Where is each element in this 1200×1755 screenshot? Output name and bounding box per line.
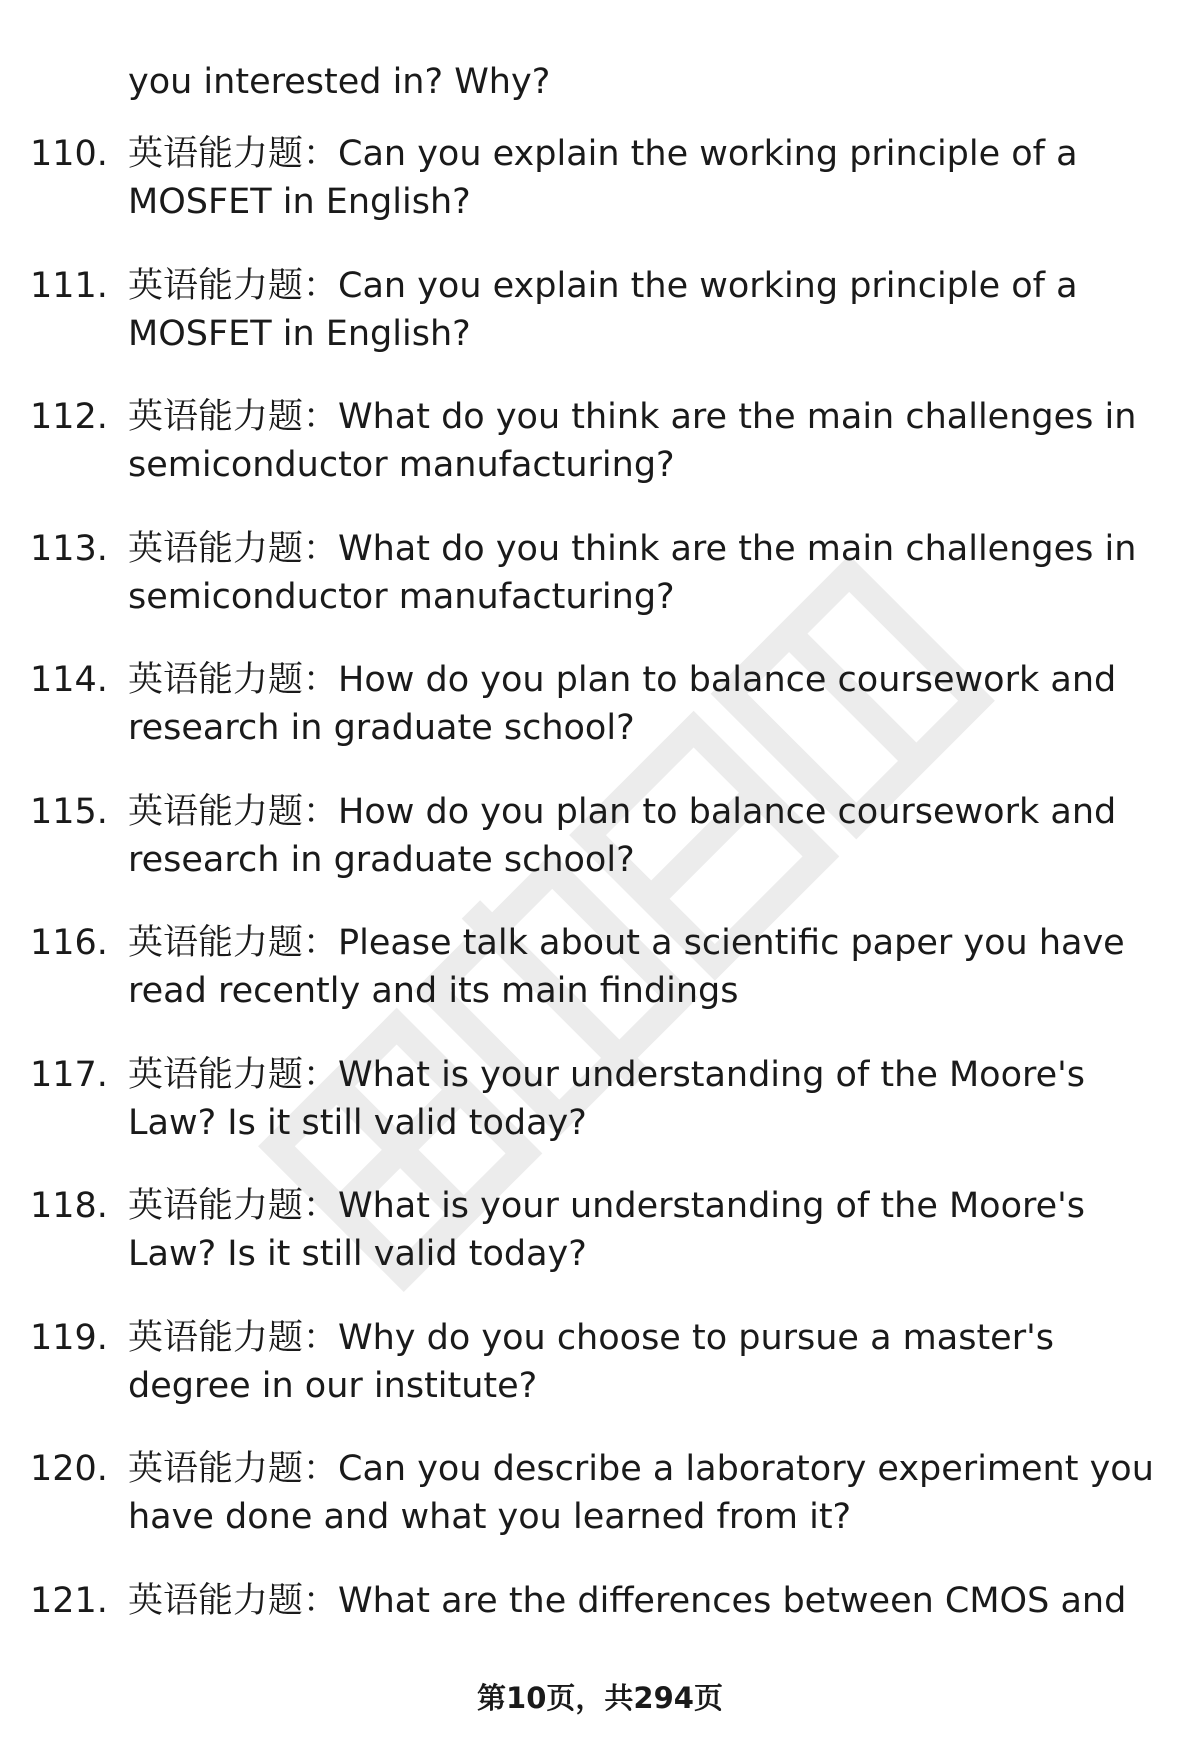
question-number: 121. (30, 1581, 108, 1621)
question-number: 113. (30, 529, 108, 569)
question-number: 110. (30, 134, 108, 174)
question-line: 英语能力题：What is your understanding of the Moore's (128, 1186, 1086, 1226)
question-number: 114. (30, 660, 108, 700)
question-line: 英语能力题：What are the differences between CMOS and (128, 1581, 1127, 1621)
question-line: research in graduate school? (128, 708, 635, 748)
continued-question-text: you interested in? Why? (128, 62, 551, 102)
question-number: 111. (30, 266, 108, 306)
question-number: 116. (30, 923, 108, 963)
question-line: have done and what you learned from it? (128, 1497, 852, 1537)
question-number: 120. (30, 1449, 108, 1489)
question-line: research in graduate school? (128, 840, 635, 880)
question-text (128, 393, 1168, 489)
question-line: 英语能力题：What is your understanding of the Moore's (128, 1055, 1086, 1095)
question-line: 英语能力题：How do you plan to balance coursework and (128, 792, 1117, 832)
question-text (128, 1051, 1168, 1147)
question-number: 117. (30, 1055, 108, 1095)
question-text (128, 262, 1168, 358)
question-line: Law? Is it still valid today? (128, 1234, 587, 1274)
question-text (128, 788, 1168, 884)
question-number: 118. (30, 1186, 108, 1226)
question-line: 英语能力题：Why do you choose to pursue a master's (128, 1318, 1054, 1358)
question-text (128, 1182, 1168, 1278)
question-line: degree in our institute? (128, 1366, 538, 1406)
question-line: MOSFET in English? (128, 314, 471, 354)
question-line: 英语能力题：What do you think are the main challenges in (128, 397, 1137, 437)
question-line: read recently and its main findings (128, 971, 739, 1011)
question-line: Law? Is it still valid today? (128, 1103, 587, 1143)
question-text (128, 1314, 1168, 1410)
question-text (128, 525, 1168, 621)
question-line: 英语能力题：How do you plan to balance coursework and (128, 660, 1117, 700)
question-text (128, 1445, 1168, 1541)
question-line: 英语能力题：Can you describe a laboratory experiment you (128, 1449, 1154, 1489)
question-line: 英语能力题：Can you explain the working principle of a (128, 266, 1078, 306)
question-text (128, 919, 1168, 1015)
question-line: 英语能力题：What do you think are the main challenges in (128, 529, 1137, 569)
question-line: 英语能力题：Please talk about a scientific paper you have (128, 923, 1125, 963)
question-text (128, 656, 1168, 752)
question-text (128, 130, 1168, 226)
question-number: 115. (30, 792, 108, 832)
question-number: 112. (30, 397, 108, 437)
question-line: MOSFET in English? (128, 182, 471, 222)
question-line: semiconductor manufacturing? (128, 577, 675, 617)
page-number-footer: 第10页，共294页 (477, 1681, 723, 1715)
question-line: semiconductor manufacturing? (128, 445, 675, 485)
question-number: 119. (30, 1318, 108, 1358)
question-text (128, 1577, 1168, 1625)
question-line: 英语能力题：Can you explain the working principle of a (128, 134, 1078, 174)
